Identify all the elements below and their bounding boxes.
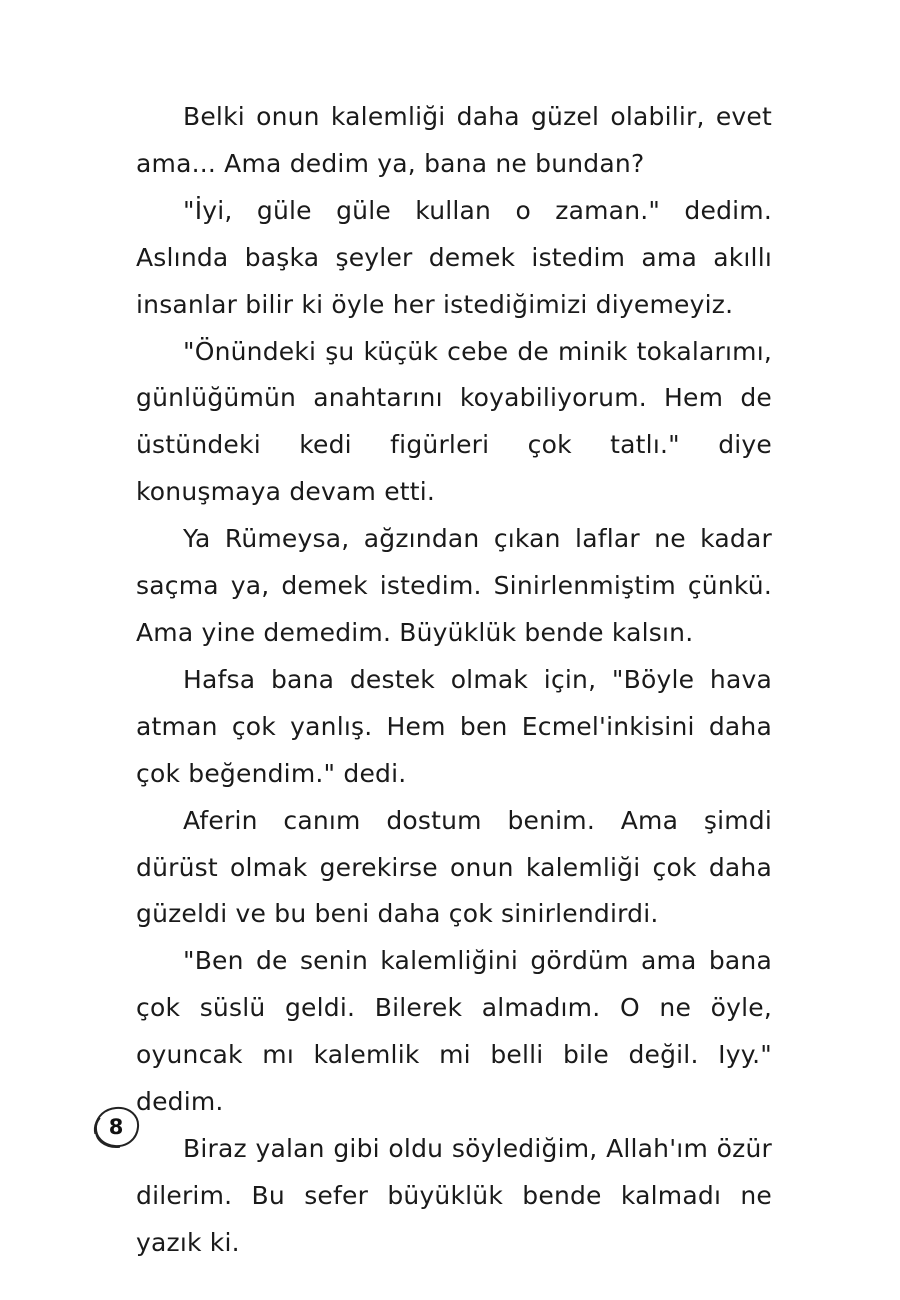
paragraph: Belki onun kalemliği daha güzel olabilir, evet ama... Ama dedim ya, bana ne bundan? [136,102,772,178]
paragraph: "Önündeki şu küçük cebe de minik tokalarımı, günlüğümün anahtarını koyabiliyorum. Hem de üstündeki kedi figürleri çok tatlı." diye konuşmaya devam etti. [136,336,772,507]
paragraph: Hafsa bana destek olmak için, "Böyle hava atman çok yanlış. Hem ben Ecmel'inkisini daha çok beğendim." dedi. [136,664,772,788]
page-number: 8 [108,1115,124,1139]
body-text [136,94,772,1267]
paragraph: "Ben de senin kalemliğini gördüm ama bana çok süslü geldi. Bilerek almadım. O ne öyle, oyuncak mı kalemlik mi belli bile değil. Iyy." dedim. [136,946,772,1117]
page-number-badge [90,1104,142,1150]
paragraph: Biraz yalan gibi oldu söylediğim, Allah'ım özür dilerim. Bu sefer büyüklük bende kalmadı ne yazık ki. [136,1133,772,1257]
paragraph: Aferin canım dostum benim. Ama şimdi dürüst olmak gerekirse onun kalemliği çok daha güzeldi ve bu beni daha çok sinirlendirdi. [136,805,772,929]
paragraph: Ya Rümeysa, ağzından çıkan laflar ne kadar saçma ya, demek istedim. Sinirlenmiştim çünkü. Ama yine demedim. Büyüklük bende kalsın. [136,524,772,647]
paragraph: "İyi, güle güle kullan o zaman." dedim. Aslında başka şeyler demek istedim ama akıllı insanlar bilir ki öyle her istediğimizi diyemeyiz. [136,195,772,319]
